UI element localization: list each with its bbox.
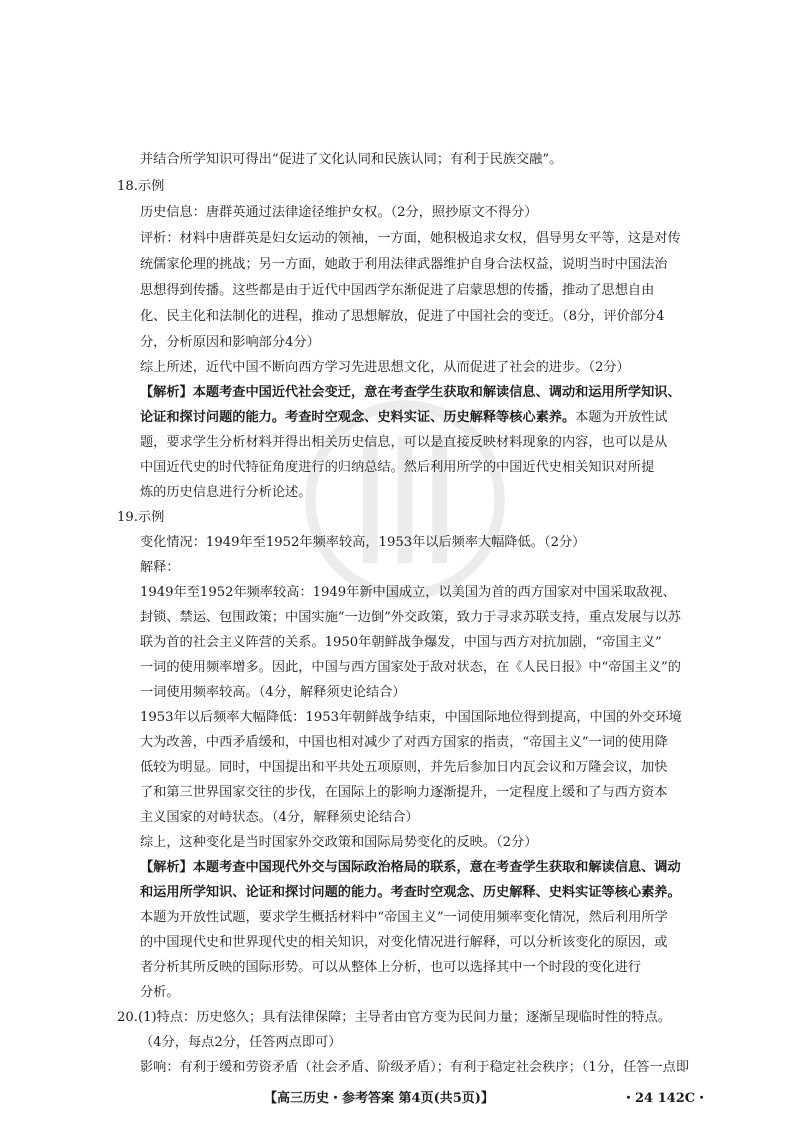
footer-page-code: ・24 142C・	[622, 1091, 709, 1106]
text-line: 大为改善，中西矛盾缓和，中国也相对减少了对西方国家的指责，“帝国主义”一词的使用降	[140, 735, 668, 750]
text-line: 题，要求学生分析材料并得出相关历史信息，可以是直接反映材料现象的内容，也可以是从	[140, 435, 668, 450]
text-line: 分析。	[140, 985, 180, 1000]
text-line: 主义国家的对峙状态。（4分，解释须史论结合）	[140, 810, 419, 825]
text-line: 影响：有利于缓和劳资矛盾（社会矛盾、阶级矛盾）；有利于稳定社会秩序；（1分，任答一点即	[140, 1060, 690, 1075]
text-line: 解释：	[140, 560, 180, 575]
analysis-bold: 论证和探讨问题的能力。考查时空观念、史料实证、历史解释等核心素养。	[140, 410, 576, 425]
text-line: 化、民主化和法制化的进程，推动了思想解放，促进了中国社会的变迁。（8分，评价部分4	[140, 309, 665, 324]
text-line: 低较为明显。同时，中国提出和平共处五项原则，并先后参加日内瓦会议和万隆会议，加快	[140, 760, 668, 775]
text-line: 了和第三世界国家交往的步伐，在国际上的影响力逐渐提升，一定程度上缓和了与西方资本	[140, 785, 668, 800]
analysis-line: 【解析】本题考查中国近代社会变迁，意在考查学生获取和解读信息、调动和运用所学知识、	[140, 385, 681, 400]
text-line: 封锁、禁运、包围政策；中国实施“一边倒”外交政策，致力于寻求苏联支持，重点发展与以苏	[140, 610, 681, 625]
text-line: 者分析其所反映的国际形势。可以从整体上分析，也可以选择其中一个时段的变化进行	[140, 960, 642, 975]
text-line: 炼的历史信息进行分析论述。	[140, 485, 312, 500]
text-line: 1953年以后频率大幅降低：1953年朝鲜战争结束，中国国际地位得到提高，中国的外交环境	[140, 710, 682, 725]
text-line: 中国近代史的时代特征角度进行的归纳总结。然后利用所学的中国近代史相关知识对所提	[140, 460, 655, 475]
text-line: 综上，这种变化是当时国家外交政策和国际局势变化的反映。（2分）	[140, 835, 538, 850]
question-18-label: 18.示例	[117, 179, 165, 194]
text-line: （4分，每点2分，任答两点即可）	[140, 1035, 342, 1050]
text-line: 统儒家伦理的挑战；另一方面，她敢于利用法律武器维护自身合法权益，说明当时中国法治	[140, 257, 668, 272]
text-line: 本题为开放性试题，要求学生概括材料中“帝国主义”一词使用频率变化情况，然后利用所学	[140, 910, 668, 925]
question-20-label: 20.	[117, 1010, 138, 1025]
analysis-plain: 本题为开放性试	[575, 410, 668, 425]
question-20-line	[117, 1008, 671, 1028]
text-line: 评析：材料中唐群英是妇女运动的领袖，一方面，她积极追求女权，倡导男女平等，这是对传	[140, 231, 681, 246]
text-line: 综上所述，近代中国不断向西方学习先进思想文化，从而促进了社会的进步。（2分）	[140, 360, 630, 375]
analysis-line: 【解析】本题考查中国现代外交与国际政治格局的联系，意在考查学生获取和解读信息、调动	[140, 860, 681, 875]
text-line: 并结合所学知识可得出“促进了文化认同和民族认同；有利于民族交融”。	[140, 152, 563, 167]
analysis-line	[140, 408, 668, 428]
text-line: 一词使用频率较高。（4分，解释须史论结合）	[140, 685, 406, 700]
text-line: 思想得到传播。这些都是由于近代中国西学东渐促进了启蒙思想的传播，推动了思想自由	[140, 283, 655, 298]
text-line: (1)特点：历史悠久；具有法律保障；主导者由官方变为民间力量；逐渐呈现临时性的特点。	[137, 1010, 671, 1025]
text-line: 历史信息：唐群英通过法律途径维护女权。（2分，照抄原文不得分）	[140, 205, 538, 220]
question-19-label: 19.示例	[117, 510, 165, 525]
text-line: 1949年至1952年频率较高：1949年新中国成立，以美国为首的西方国家对中国采取敌视、	[140, 585, 676, 600]
text-line: 联为首的社会主义阵营的关系。1950年朝鲜战争爆发，中国与西方对抗加剧，“帝国主义”	[140, 635, 662, 650]
analysis-line: 和运用所学知识、论证和探讨问题的能力。考查时空观念、历史解释、史料实证等核心素养。	[140, 885, 681, 900]
text-line: 的中国现代史和世界现代史的相关知识，对变化情况进行解释，可以分析该变化的原因，或	[140, 935, 668, 950]
text-line: 变化情况：1949年至1952年频率较高，1953年以后频率大幅降低。（2分）	[140, 535, 586, 550]
text-line: 分，分析原因和影响部分4分）	[140, 335, 320, 350]
footer-title: 【高三历史・参考答案 第4页(共5页)】	[264, 1091, 494, 1106]
text-line: 一词的使用频率增多。因此，中国与西方国家处于敌对状态，在《人民日报》中“帝国主义”的	[140, 660, 681, 675]
